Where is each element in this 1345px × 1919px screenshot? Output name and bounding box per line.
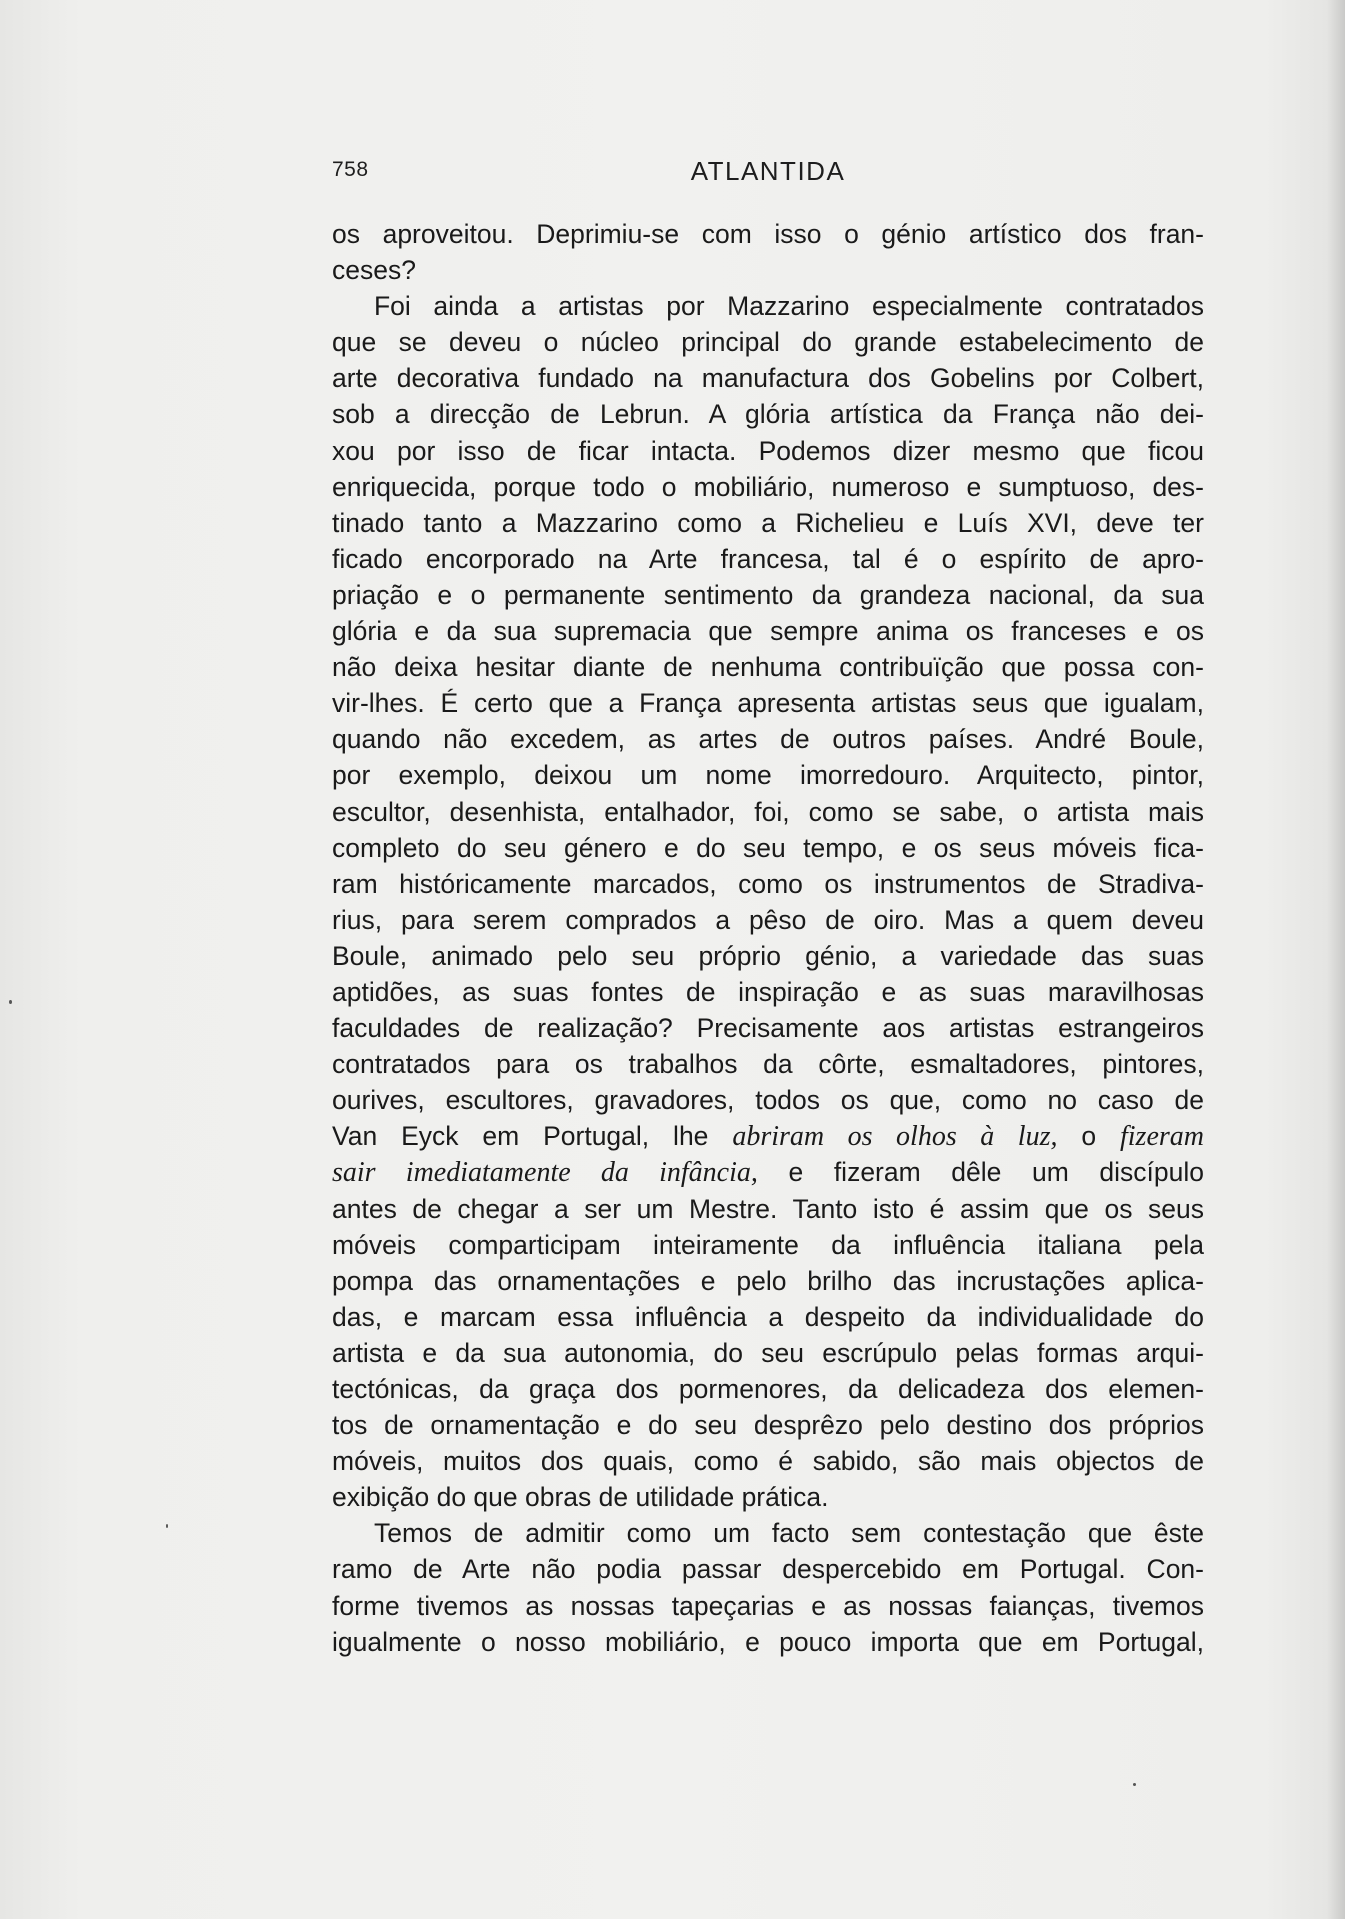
- text-line: [332, 794, 1204, 830]
- text-segment: contratados para os trabalhos da côrte, esmaltadores, pintores,: [332, 1049, 1204, 1080]
- text-segment: das, e marcam essa influência a despeito da individualidade do: [332, 1301, 1204, 1332]
- text-line: [332, 1479, 1204, 1515]
- text-line: [332, 757, 1204, 793]
- text-line: [332, 505, 1204, 541]
- text-line: [332, 1371, 1204, 1407]
- text-segment: pompa das ornamentações e pelo brilho das incrustações aplica-: [332, 1265, 1204, 1296]
- text-line: [332, 1082, 1204, 1118]
- italic-text: sair imediatamente da infância,: [332, 1157, 758, 1189]
- text-segment: igualmente o nosso mobiliário, e pouco importa que em Portugal,: [332, 1626, 1204, 1657]
- text-line: [332, 1407, 1204, 1443]
- text-segment: vir-lhes. É certo que a França apresenta artistas seus que igualam,: [332, 688, 1204, 719]
- text-segment: rius, para serem comprados a pêso de oiro. Mas a quem deveu: [332, 904, 1204, 935]
- text-segment: ourives, escultores, gravadores, todos os que, como no caso de: [332, 1085, 1204, 1116]
- text-line: [332, 324, 1204, 360]
- text-line: [332, 1154, 1204, 1190]
- text-segment: exibição do que obras de utilidade prática.: [332, 1482, 829, 1513]
- text-line: [332, 1010, 1204, 1046]
- text-segment: antes de chegar a ser um Mestre. Tanto isto é assim que os seus: [332, 1193, 1204, 1224]
- text-segment: e fizeram dêle um discípulo: [757, 1157, 1204, 1188]
- italic-text: abriram os olhos à luz,: [732, 1121, 1058, 1153]
- text-segment: móveis, muitos dos quais, como é sabido, são mais objectos de: [332, 1446, 1204, 1477]
- text-line: [332, 577, 1204, 613]
- text-line: [332, 685, 1204, 721]
- text-line: [332, 1551, 1204, 1587]
- text-segment: ficado encorporado na Arte francesa, tal é o espírito de apro-: [332, 543, 1204, 574]
- text-line: [332, 1515, 1204, 1551]
- text-line: [332, 649, 1204, 685]
- text-segment: tectónicas, da graça dos pormenores, da delicadeza dos elemen-: [332, 1374, 1204, 1404]
- body-text: [332, 216, 1204, 1660]
- text-line: [332, 216, 1204, 252]
- text-line: [332, 360, 1204, 396]
- text-segment: Foi ainda a artistas por Mazzarino especialmente contratados: [374, 291, 1204, 322]
- text-line: [332, 433, 1204, 469]
- text-segment: priação e o permanente sentimento da grandeza nacional, da sua: [332, 579, 1204, 610]
- text-segment: faculdades de realização? Precisamente aos artistas estrangeiros: [332, 1013, 1204, 1044]
- text-line: [332, 721, 1204, 757]
- text-line: [332, 288, 1204, 324]
- text-line: [332, 1299, 1204, 1335]
- page-number: 758: [332, 158, 369, 181]
- text-line: [332, 396, 1204, 432]
- text-line: [332, 252, 1204, 288]
- text-segment: por exemplo, deixou um nome imorredouro. Arquitecto, pintor,: [332, 760, 1204, 791]
- text-segment: sob a direcção de Lebrun. A glória artística da França não dei-: [332, 399, 1204, 430]
- running-title: ATLANTIDA: [690, 156, 846, 186]
- text-segment: Temos de admitir como um facto sem contestação que êste: [374, 1518, 1204, 1549]
- text-segment: não deixa hesitar diante de nenhuma contribuïção que possa con-: [332, 652, 1204, 683]
- text-segment: ram históricamente marcados, como os instrumentos de Stradiva-: [332, 868, 1204, 899]
- text-line: [332, 469, 1204, 505]
- text-line: [332, 1335, 1204, 1371]
- text-segment: Boule, animado pelo seu próprio génio, a variedade das suas: [332, 940, 1204, 971]
- text-line: [332, 938, 1204, 974]
- page-edge-shadow: [1327, 0, 1345, 1919]
- text-segment: Van Eyck em Portugal, lhe: [332, 1121, 733, 1152]
- text-line: [332, 1588, 1204, 1624]
- text-segment: escultor, desenhista, entalhador, foi, como se sabe, o artista mais: [332, 796, 1204, 827]
- text-segment: quando não excedem, as artes de outros países. André Boule,: [332, 724, 1204, 755]
- running-header: [332, 152, 1204, 192]
- text-segment: forme tivemos as nossas tapeçarias e as nossas faianças, tivemos: [332, 1590, 1204, 1621]
- text-line: [332, 1263, 1204, 1299]
- text-segment: ceses?: [332, 255, 416, 286]
- text-line: [332, 1118, 1204, 1154]
- paper-speck: [166, 1524, 168, 1528]
- text-segment: xou por isso de ficar intacta. Podemos dizer mesmo que ficou: [332, 435, 1204, 466]
- text-line: [332, 613, 1204, 649]
- text-line: [332, 541, 1204, 577]
- text-line: [332, 1624, 1204, 1660]
- text-segment: enriquecida, porque todo o mobiliário, numeroso e sumptuoso, des-: [332, 471, 1204, 502]
- text-segment: móveis comparticipam inteiramente da influência italiana pela: [332, 1229, 1204, 1260]
- text-line: [332, 902, 1204, 938]
- italic-text: fizeram: [1120, 1121, 1204, 1153]
- text-segment: tinado tanto a Mazzarino como a Richelieu e Luís XVI, deve ter: [332, 507, 1204, 538]
- text-segment: que se deveu o núcleo principal do grande estabelecimento de: [332, 327, 1204, 358]
- text-segment: ramo de Arte não podia passar despercebido em Portugal. Con-: [332, 1554, 1204, 1585]
- text-segment: o: [1057, 1121, 1120, 1152]
- paper-speck: [9, 1000, 12, 1004]
- text-segment: glória e da sua supremacia que sempre anima os franceses e os: [332, 616, 1204, 647]
- text-segment: os aproveitou. Deprimiu-se com isso o génio artístico dos fran-: [332, 219, 1204, 249]
- text-segment: tos de ornamentação e do seu desprêzo pelo destino dos próprios: [332, 1410, 1204, 1441]
- text-segment: arte decorativa fundado na manufactura dos Gobelins por Colbert,: [332, 363, 1204, 394]
- text-line: [332, 974, 1204, 1010]
- paper-speck: [1133, 1783, 1136, 1786]
- text-segment: aptidões, as suas fontes de inspiração e as suas maravilhosas: [332, 976, 1204, 1007]
- text-line: [332, 1443, 1204, 1479]
- text-line: [332, 1191, 1204, 1227]
- text-line: [332, 1227, 1204, 1263]
- text-line: [332, 1046, 1204, 1082]
- text-line: [332, 830, 1204, 866]
- text-line: [332, 866, 1204, 902]
- text-segment: completo do seu género e do seu tempo, e os seus móveis fica-: [332, 832, 1204, 863]
- text-segment: artista e da sua autonomia, do seu escrúpulo pelas formas arqui-: [332, 1337, 1204, 1368]
